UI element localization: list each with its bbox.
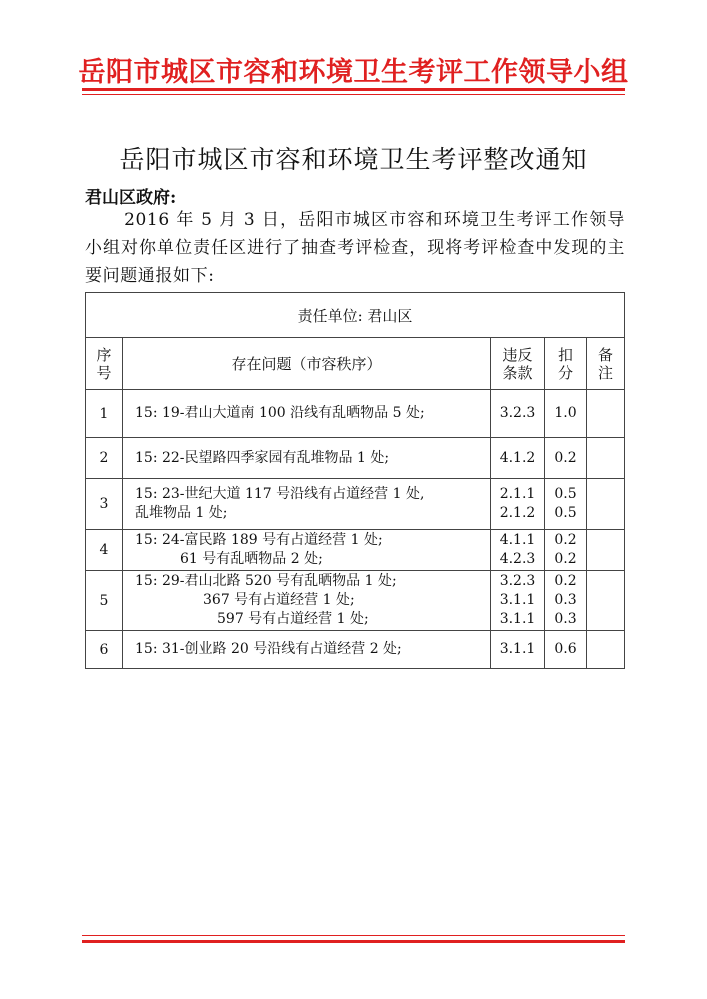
row-score xyxy=(545,390,587,438)
row-remark xyxy=(587,479,625,530)
row-clause xyxy=(491,438,545,479)
issue-line: 367 号有占道经营 1 处; xyxy=(203,592,355,608)
score-line: 0.2 xyxy=(554,449,577,466)
row-index: 5 xyxy=(86,571,123,631)
row-index: 4 xyxy=(86,530,123,571)
score-line: 0.5 xyxy=(554,505,577,521)
row-score xyxy=(545,631,587,669)
row-clause xyxy=(491,530,545,571)
row-issue xyxy=(123,390,491,438)
clause-line: 4.1.2 xyxy=(499,449,536,466)
row-remark xyxy=(587,390,625,438)
header-rule-thick xyxy=(82,88,625,91)
footer-rule-thin xyxy=(82,935,625,936)
row-score xyxy=(545,530,587,571)
header-clause-line: 条款 xyxy=(502,363,533,382)
row-index: 1 xyxy=(86,390,123,438)
score-line: 0.2 xyxy=(554,532,577,548)
row-index: 3 xyxy=(86,479,123,530)
inspection-table xyxy=(85,292,625,669)
header-index-line: 序 xyxy=(96,345,112,364)
footer-rule-thick xyxy=(82,940,625,943)
score-line: 0.6 xyxy=(554,641,577,657)
issue-line: 15: 19-君山大道南 100 沿线有乱晒物品 5 处; xyxy=(135,405,425,421)
issue-line: 15: 24-富民路 189 号有占道经营 1 处; xyxy=(135,532,383,548)
clause-line: 3.2.3 xyxy=(499,405,536,421)
header-remark-line: 注 xyxy=(598,363,614,382)
row-remark xyxy=(587,438,625,479)
issue-line: 乱堆物品 1 处; xyxy=(135,505,228,521)
header-row xyxy=(86,338,625,390)
issue-line: 15: 29-君山北路 520 号有乱晒物品 1 处; xyxy=(135,573,397,589)
header-clause-line: 违反 xyxy=(502,345,533,364)
addressee: 君山区政府: xyxy=(85,188,177,208)
table-row xyxy=(86,438,625,479)
row-issue xyxy=(123,479,491,530)
header-remark-line: 备 xyxy=(598,345,614,364)
row-clause xyxy=(491,479,545,530)
score-line: 0.3 xyxy=(554,611,577,627)
issue-line: 15: 31-创业路 20 号沿线有占道经营 2 处; xyxy=(135,641,402,657)
header-score-line: 扣 xyxy=(557,345,573,364)
row-index: 2 xyxy=(86,438,123,479)
row-issue xyxy=(123,631,491,669)
score-line: 0.2 xyxy=(554,573,577,589)
row-score xyxy=(545,479,587,530)
row-remark xyxy=(587,631,625,669)
clause-line: 4.1.1 xyxy=(499,532,536,548)
score-line: 0.2 xyxy=(554,551,577,567)
clause-line: 3.1.1 xyxy=(499,641,536,657)
clause-line: 4.2.3 xyxy=(499,551,536,567)
clause-line: 3.1.1 xyxy=(499,611,536,627)
header-remark xyxy=(587,338,625,390)
score-line: 0.3 xyxy=(554,592,577,608)
row-issue xyxy=(123,571,491,631)
header-issue: 存在问题（市容秩序） xyxy=(123,338,491,390)
header-clause xyxy=(491,338,545,390)
table-row xyxy=(86,571,625,631)
row-index: 6 xyxy=(86,631,123,669)
row-score xyxy=(545,571,587,631)
header-score-line: 分 xyxy=(557,363,573,382)
table-row xyxy=(86,479,625,530)
issue-line: 15: 22-民望路四季家园有乱堆物品 1 处; xyxy=(135,449,390,466)
table-row xyxy=(86,390,625,438)
clause-line: 3.1.1 xyxy=(499,592,536,608)
row-issue xyxy=(123,530,491,571)
clause-line: 2.1.2 xyxy=(499,505,536,521)
header-score xyxy=(545,338,587,390)
row-score xyxy=(545,438,587,479)
unit-row xyxy=(86,293,625,338)
row-issue xyxy=(123,438,491,479)
issue-line: 15: 23-世纪大道 117 号沿线有占道经营 1 处, xyxy=(135,486,425,502)
clause-line: 2.1.1 xyxy=(499,486,536,502)
clause-line: 3.2.3 xyxy=(499,573,536,589)
score-line: 0.5 xyxy=(554,486,577,502)
row-clause xyxy=(491,390,545,438)
row-remark xyxy=(587,530,625,571)
row-clause xyxy=(491,631,545,669)
org-header-title: 岳阳市城区市容和环境卫生考评工作领导小组 xyxy=(78,57,629,88)
header-rule-thin xyxy=(82,94,625,95)
score-line: 1.0 xyxy=(554,405,577,421)
issue-line: 597 号有占道经营 1 处; xyxy=(217,611,369,627)
table-row xyxy=(86,631,625,669)
header-index xyxy=(86,338,123,390)
row-remark xyxy=(587,571,625,631)
notice-title: 岳阳市城区市容和环境卫生考评整改通知 xyxy=(119,145,588,174)
issue-line: 61 号有乱晒物品 2 处; xyxy=(180,551,323,567)
row-clause xyxy=(491,571,545,631)
header-index-line: 号 xyxy=(96,363,112,382)
unit-cell: 责任单位: 君山区 xyxy=(86,293,625,338)
table-row xyxy=(86,530,625,571)
notice-body: 2016 年 5 月 3 日，岳阳市城区市容和环境卫生考评工作领导小组对你单位责任区进行了抽查考评检查，现将考评检查中发现的主要问题通报如下: xyxy=(85,210,625,286)
